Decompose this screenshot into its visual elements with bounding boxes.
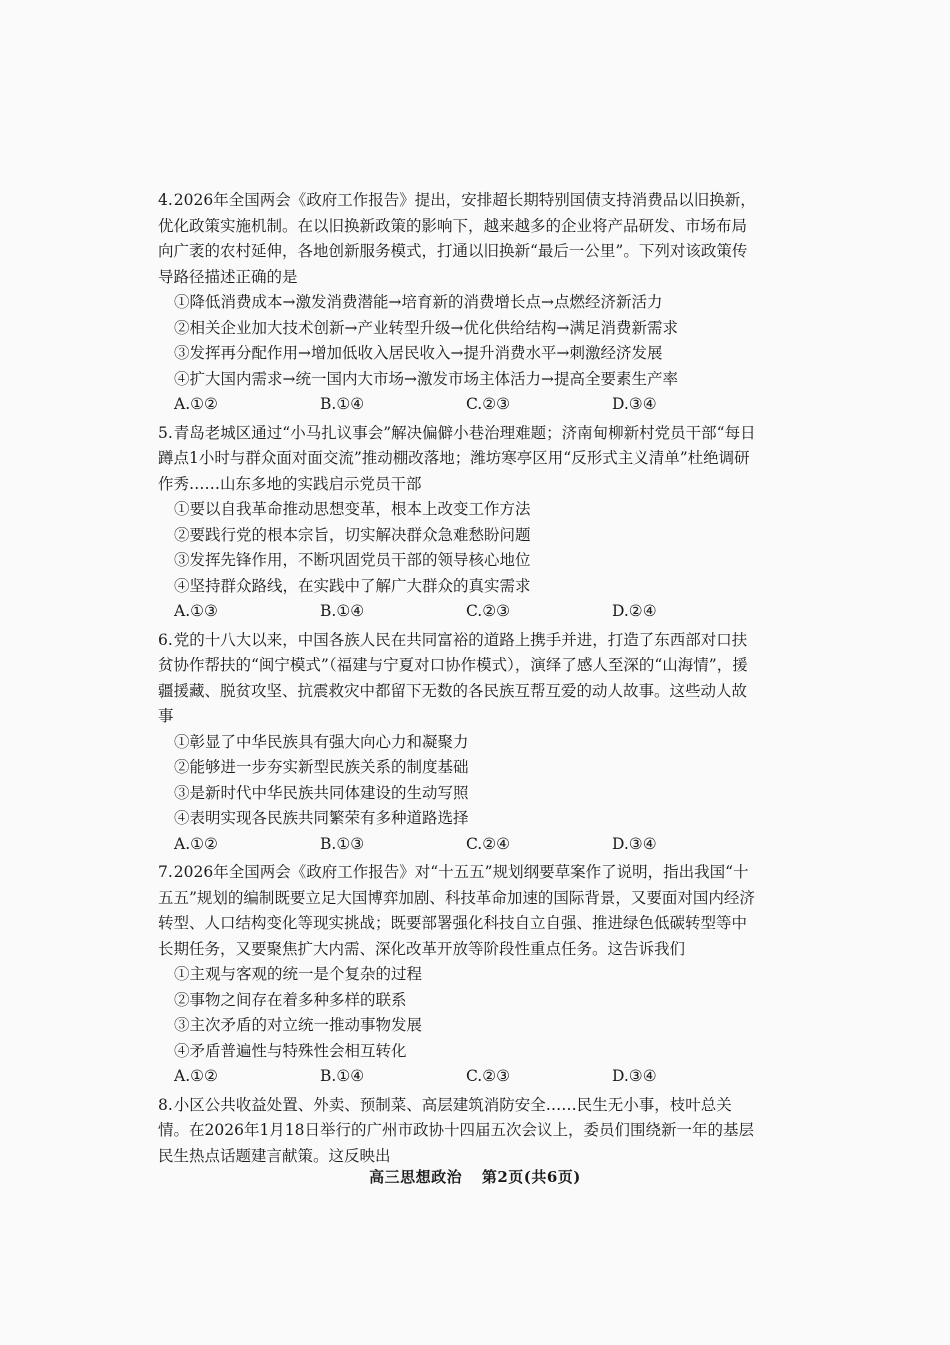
statement-item: ③发挥再分配作用→增加低收入居民收入→提升消费水平→刺激经济发展 xyxy=(174,344,663,362)
answer-option: C.②④ xyxy=(466,834,511,853)
question-stem xyxy=(158,628,758,730)
answer-option: B.①④ xyxy=(320,395,365,413)
question-block xyxy=(158,421,758,625)
question-block xyxy=(158,628,758,858)
question-number: 8. xyxy=(158,1095,173,1114)
answer-option: B.①④ xyxy=(320,1067,365,1085)
question-text: 党的十八大以来，中国各族人民在共同富裕的道路上携手并进，打造了东西部对口扶贫协作帮扶的“闽宁模式”（福建与宁夏对口协作模式），演绎了感人至深的“山海情”，援疆援藏、脱贫攻坚、抗震救灾中都留下无数的各民族互帮互爱的动人故事。这些动人故事 xyxy=(158,630,748,725)
statement-item: ②相关企业加大技术创新→产业转型升级→优化供给结构→满足消费新需求 xyxy=(174,318,678,337)
question-stem xyxy=(158,188,758,290)
answer-options xyxy=(174,832,758,858)
question-body xyxy=(158,962,758,1090)
answer-option: D.③④ xyxy=(612,395,657,413)
question-block xyxy=(158,860,758,1090)
answer-option: D.②④ xyxy=(612,602,657,620)
question-block xyxy=(158,188,758,418)
question-text: 2026年全国两会《政府工作报告》对“十五五”规划纲要草案作了说明，指出我国“十五五”规划的编制既要立足大国博弈加剧、科技革命加速的国际背景，又要面对国内经济转型、人口结构变化等现实挑战；既要部署强化科技自立自强、推进绿色低碳转型等中长期任务，又要聚焦扩大内需、深化改革开放等阶段性重点任务。这告诉我们 xyxy=(158,863,755,958)
statement-item: ④坚持群众路线，在实践中了解广大群众的真实需求 xyxy=(174,576,531,595)
question-stem xyxy=(158,860,758,962)
answer-option: C.②③ xyxy=(466,602,511,620)
footer-subject: 高三思想政治 xyxy=(369,1168,463,1186)
question-number: 5. xyxy=(158,423,173,442)
statement-item: ②要践行党的根本宗旨，切实解决群众急难愁盼问题 xyxy=(174,525,531,544)
statement-item: ①降低消费成本→激发消费潜能→培育新的消费增长点→点燃经济新活力 xyxy=(174,293,663,311)
answer-option: A.①② xyxy=(174,395,218,413)
statement-item: ①要以自我革命推动思想变革，根本上改变工作方法 xyxy=(174,500,531,518)
statement-item: ②事物之间存在着多种多样的联系 xyxy=(174,990,407,1009)
statement-item: ③是新时代中华民族共同体建设的生动写照 xyxy=(174,783,469,802)
answer-options xyxy=(174,392,758,418)
question-block xyxy=(158,1093,758,1170)
question-text: 青岛老城区通过“小马扎议事会”解决偏僻小巷治理难题；济南甸柳新村党员干部“每日蹲点1小时与群众面对面交流”推动棚改落地；潍坊寒亭区用“反形式主义清单”杜绝调研作秀……山东多地的实践启示党员干部 xyxy=(158,423,756,493)
statement-item: ②能够进一步夯实新型民族关系的制度基础 xyxy=(174,758,469,776)
answer-option: D.③④ xyxy=(612,834,657,853)
question-number: 4. xyxy=(158,191,173,209)
answer-option: A.①③ xyxy=(174,602,218,620)
question-body xyxy=(158,497,758,625)
statement-item: ③发挥先锋作用，不断巩固党员干部的领导核心地位 xyxy=(174,551,531,569)
question-stem xyxy=(158,421,758,498)
answer-option: B.①③ xyxy=(320,834,365,853)
statement-item: ③主次矛盾的对立统一推动事物发展 xyxy=(174,1016,423,1034)
question-stem xyxy=(158,1093,758,1170)
question-body xyxy=(158,290,758,418)
question-number: 7. xyxy=(158,863,173,881)
question-text: 2026年全国两会《政府工作报告》提出，安排超长期特别国债支持消费品以旧换新，优化政策实施机制。在以旧换新政策的影响下，越来越多的企业将产品研发、市场布局向广袤的农村延伸，各地创新服务模式，打通以旧换新“最后一公里”。下列对该政策传导路径描述正确的是 xyxy=(158,191,756,286)
answer-option: C.②③ xyxy=(466,1067,511,1085)
answer-option: C.②③ xyxy=(466,395,511,413)
answer-option: A.①② xyxy=(174,1067,218,1085)
question-list xyxy=(158,188,758,1169)
question-text: 小区公共收益处置、外卖、预制菜、高层建筑消防安全……民生无小事，枝叶总关情。在2026年1月18日举行的广州市政协十四届五次会议上，委员们围绕新一年的基层民生热点话题建言献策。这反映出 xyxy=(158,1095,755,1165)
answer-option: B.①④ xyxy=(320,602,365,620)
statement-item: ①主观与客观的统一是个复杂的过程 xyxy=(174,965,423,983)
answer-option: A.①② xyxy=(174,834,218,853)
statement-item: ①彰显了中华民族具有强大向心力和凝聚力 xyxy=(174,732,469,751)
statement-item: ④扩大国内需求→统一国内大市场→激发市场主体活力→提高全要素生产率 xyxy=(174,369,678,388)
answer-option: D.③④ xyxy=(612,1067,657,1085)
question-number: 6. xyxy=(158,630,173,649)
statement-item: ④矛盾普遍性与特殊性会相互转化 xyxy=(174,1041,407,1060)
question-body xyxy=(158,730,758,858)
page-footer xyxy=(0,1166,950,1187)
footer-page-number: 第2页(共6页) xyxy=(481,1168,581,1186)
statement-item: ④表明实现各民族共同繁荣有多种道路选择 xyxy=(174,809,469,827)
answer-options xyxy=(174,599,758,625)
answer-options xyxy=(174,1064,758,1090)
